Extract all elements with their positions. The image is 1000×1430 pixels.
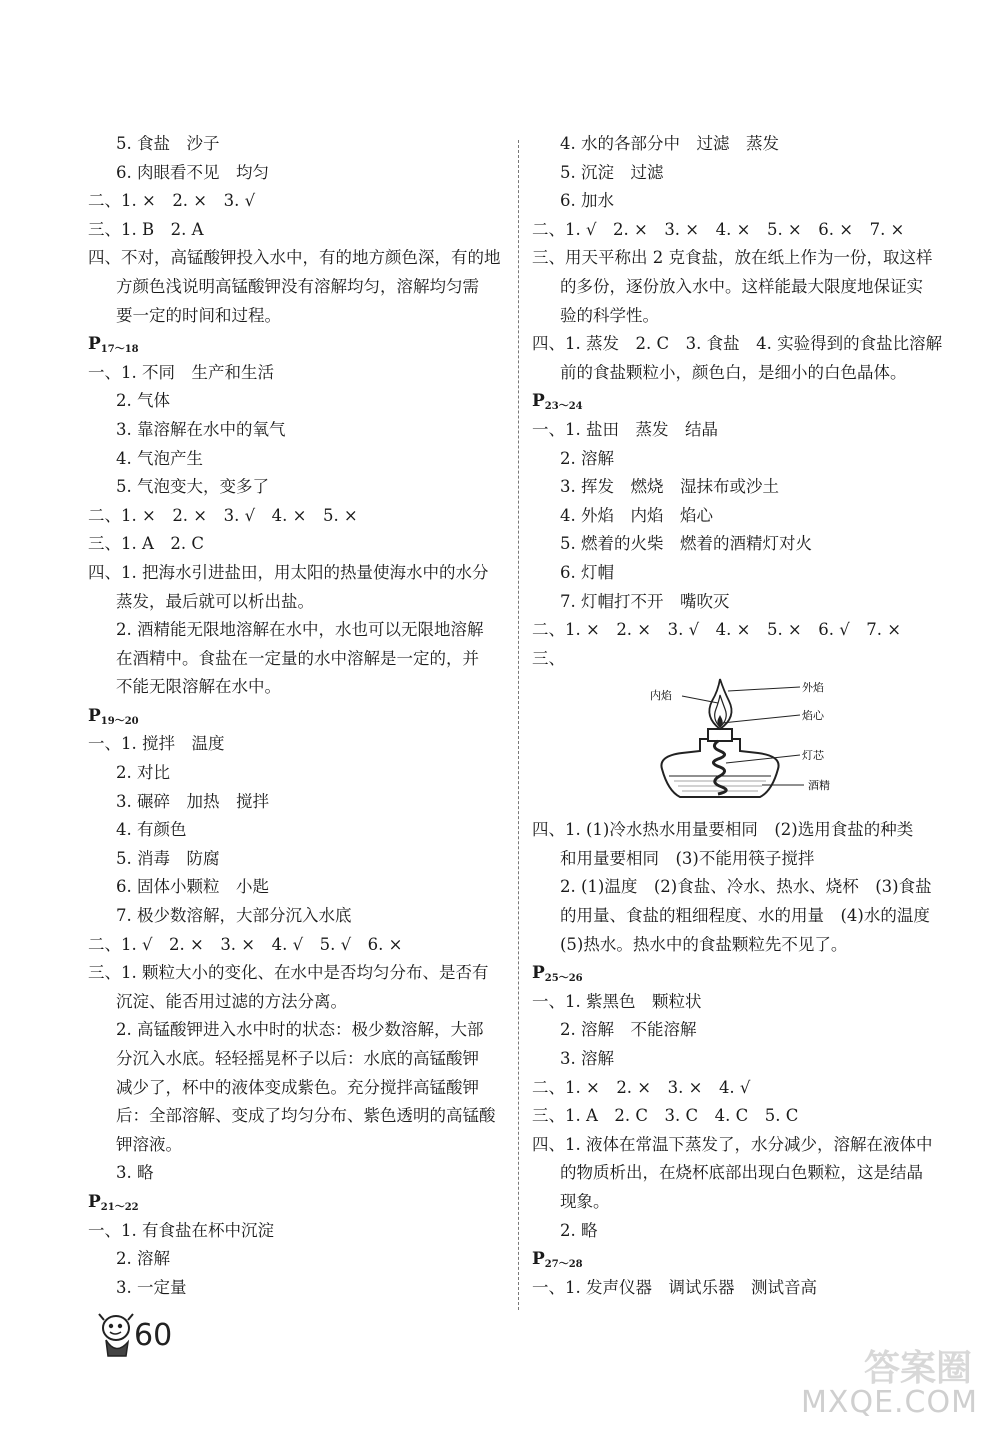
answer-line: 二、1. √ 2. × 3. × 4. × 5. × 6. × 7. × xyxy=(532,219,905,239)
answer-line: 2. (1)温度 (2)食盐、冷水、热水、烧杯 (3)食盐 xyxy=(560,877,932,897)
answer-line: 7. 极少数溶解，大部分沉入水底 xyxy=(116,906,352,926)
answer-line: 一、1. 紫黑色 颗粒状 xyxy=(532,991,702,1011)
page-range-heading xyxy=(532,1245,950,1274)
page-range-numbers: 25～26 xyxy=(544,973,583,985)
answer-line: 沉淀、能否用过滤的方法分离。 xyxy=(116,991,347,1011)
answer-line: 三、 xyxy=(532,648,565,668)
answer-line: 的多份，逐份放入水中。这样能最大限度地保证实 xyxy=(560,276,923,296)
answer-line: 3. 碾碎 加热 搅拌 xyxy=(116,791,269,811)
page-number: 60 xyxy=(134,1318,173,1353)
answer-line: 四、1. (1)冷水热水用量要相同 (2)选用食盐的种类 xyxy=(532,820,914,840)
label-inner-flame: 内焰 xyxy=(650,689,672,703)
answer-line: 4. 外焰 内焰 焰心 xyxy=(560,505,713,525)
answer-line: 一、1. 有食盐在杯中沉淀 xyxy=(88,1220,274,1240)
page-range-numbers: 19～20 xyxy=(100,715,139,727)
answer-line: 四、不对，高锰酸钾投入水中，有的地方颜色深，有的地 xyxy=(88,248,501,268)
page-range-letter: P xyxy=(532,963,545,984)
answer-line: 2. 酒精能无限地溶解在水中，水也可以无限地溶解 xyxy=(116,620,484,640)
page-range-heading xyxy=(88,330,506,359)
answer-line: 四、1. 液体在常温下蒸发了，水分减少，溶解在液体中 xyxy=(532,1134,933,1154)
answer-line: 5. 燃着的火柴 燃着的酒精灯对火 xyxy=(560,534,812,554)
answer-line: 2. 对比 xyxy=(116,763,170,783)
page-range-letter: P xyxy=(532,1249,545,1270)
page-range-letter: P xyxy=(532,391,545,412)
label-wick: 灯芯 xyxy=(802,749,824,763)
answer-line: 二、1. × 2. × 3. × 4. √ xyxy=(532,1077,751,1097)
answer-line: 二、1. × 2. × 3. √ 4. × 5. × 6. √ 7. × xyxy=(532,620,902,640)
answer-line: 三、1. A 2. C 3. C 4. C 5. C xyxy=(532,1106,799,1126)
answer-line: 不能无限溶解在水中。 xyxy=(116,677,281,697)
page-number-badge xyxy=(96,1312,176,1362)
wick-holder xyxy=(708,729,732,741)
answer-line: 蒸发，最后就可以析出盐。 xyxy=(116,591,314,611)
answer-line: 钾溶液。 xyxy=(116,1134,182,1154)
answer-line: 2. 溶解 xyxy=(560,448,614,468)
page-range-numbers: 21～22 xyxy=(100,1201,139,1213)
answer-line: 二、1. √ 2. × 3. × 4. √ 5. √ 6. × xyxy=(88,934,403,954)
answer-line: 三、1. 颗粒大小的变化、在水中是否均匀分布、是否有 xyxy=(88,963,489,983)
watermark-url: MXQE.COM xyxy=(801,1385,978,1420)
answer-line: 4. 水的各部分中 过滤 蒸发 xyxy=(560,134,779,153)
label-flame-core: 焰心 xyxy=(802,709,824,723)
answer-line: 一、1. 不同 生产和生活 xyxy=(88,362,274,382)
answer-line: 2. 高锰酸钾进入水中时的状态：极少数溶解，大部 xyxy=(116,1020,484,1040)
answer-line: 2. 溶解 xyxy=(116,1249,170,1269)
answer-line: 和用量要相同 (3)不能用筷子搅拌 xyxy=(560,848,815,868)
answer-line: 6. 固体小颗粒 小匙 xyxy=(116,877,269,897)
answer-line: 一、1. 搅拌 温度 xyxy=(88,734,225,754)
answer-line: 5. 沉淀 过滤 xyxy=(560,162,664,182)
label-alcohol: 酒精 xyxy=(808,779,830,793)
answer-line: 6. 加水 xyxy=(560,191,614,211)
page-range-letter: P xyxy=(88,705,101,726)
page-range-heading xyxy=(532,959,950,988)
answer-line: 现象。 xyxy=(560,1192,610,1211)
answer-line: 3. 一定量 xyxy=(116,1277,187,1297)
answer-line: 一、1. 发声仪器 调试乐器 测试音高 xyxy=(532,1277,817,1297)
answer-line: 的用量、食盐的粗细程度、水的用量 (4)水的温度 xyxy=(560,906,930,926)
answer-line: 二、1. × 2. × 3. √ 4. × 5. × xyxy=(88,505,358,525)
answer-line: 一、1. 盐田 蒸发 结晶 xyxy=(532,419,718,439)
answer-line: 二、1. × 2. × 3. √ xyxy=(88,191,256,211)
alcohol-lamp-figure xyxy=(532,673,950,816)
answer-line: 后：全部溶解、变成了均匀分布、紫色透明的高锰酸 xyxy=(116,1106,496,1126)
answer-line: 分沉入水底。轻轻摇晃杯子以后：水底的高锰酸钾 xyxy=(116,1049,479,1068)
column-divider xyxy=(518,140,519,1310)
page-range-letter: P xyxy=(88,1191,101,1212)
answer-line: 2. 溶解 不能溶解 xyxy=(560,1020,697,1040)
answer-line: 前的食盐颗粒小，颜色白，是细小的白色晶体。 xyxy=(560,362,907,382)
page-range-numbers: 27～28 xyxy=(544,1259,583,1271)
answer-line: 在酒精中。食盐在一定量的水中溶解是一定的，并 xyxy=(116,648,479,668)
answer-line: (5)热水。热水中的食盐颗粒先不见了。 xyxy=(560,934,848,954)
cartoon-mascot-icon xyxy=(96,1312,136,1360)
page-range-heading xyxy=(532,387,950,416)
answer-line: 3. 略 xyxy=(116,1163,154,1183)
right-column-part-a xyxy=(532,130,950,673)
page-range-heading xyxy=(88,702,506,731)
answer-line: 4. 有颜色 xyxy=(116,820,187,840)
answer-line: 的物质析出，在烧杯底部出现白色颗粒，这是结晶 xyxy=(560,1163,923,1183)
answer-line: 四、1. 蒸发 2. C 3. 食盐 4. 实验得到的食盐比溶解 xyxy=(532,334,943,354)
answer-line: 要一定的时间和过程。 xyxy=(116,305,281,325)
answer-line: 2. 略 xyxy=(560,1220,598,1240)
answer-line: 三、用天平称出 2 克食盐，放在纸上作为一份，取这样 xyxy=(532,248,933,268)
answer-line: 三、1. B 2. A xyxy=(88,219,204,239)
answer-line: 四、1. 把海水引进盐田，用太阳的热量使海水中的水分 xyxy=(88,562,489,582)
answer-line: 5. 气泡变大，变多了 xyxy=(116,477,269,497)
answer-line: 方颜色浅说明高锰酸钾没有溶解均匀，溶解均匀需 xyxy=(116,276,479,296)
right-answer-column xyxy=(532,130,950,1302)
answer-line: 6. 灯帽 xyxy=(560,562,614,582)
right-column-part-b xyxy=(532,816,950,1302)
answer-line: 4. 气泡产生 xyxy=(116,448,203,468)
answer-line: 减少了，杯中的液体变成紫色。充分搅拌高锰酸钾 xyxy=(116,1077,479,1097)
page-range-letter: P xyxy=(88,334,101,355)
left-answer-column xyxy=(88,130,506,1302)
alcohol-lamp-diagram xyxy=(532,673,950,816)
answer-line: 6. 肉眼看不见 均匀 xyxy=(116,162,269,182)
watermark-logo: 答案圈 xyxy=(863,1348,972,1389)
answer-line: 3. 靠溶解在水中的氧气 xyxy=(116,419,286,439)
answer-line: 三、1. A 2. C xyxy=(88,534,205,554)
answer-line: 5. 消毒 防腐 xyxy=(116,848,220,868)
answer-line: 2. 气体 xyxy=(116,391,170,411)
label-outer-flame: 外焰 xyxy=(802,681,824,695)
answer-line: 3. 溶解 xyxy=(560,1049,614,1069)
answer-line: 验的科学性。 xyxy=(560,305,659,325)
answer-line: 7. 灯帽打不开 嘴吹灭 xyxy=(560,591,730,611)
answer-line: 5. 食盐 沙子 xyxy=(116,134,220,153)
page-range-heading xyxy=(88,1188,506,1217)
answer-line: 3. 挥发 燃烧 湿抹布或沙土 xyxy=(560,477,779,497)
page-range-numbers: 23～24 xyxy=(544,401,583,413)
page-range-numbers: 17～18 xyxy=(100,344,139,356)
